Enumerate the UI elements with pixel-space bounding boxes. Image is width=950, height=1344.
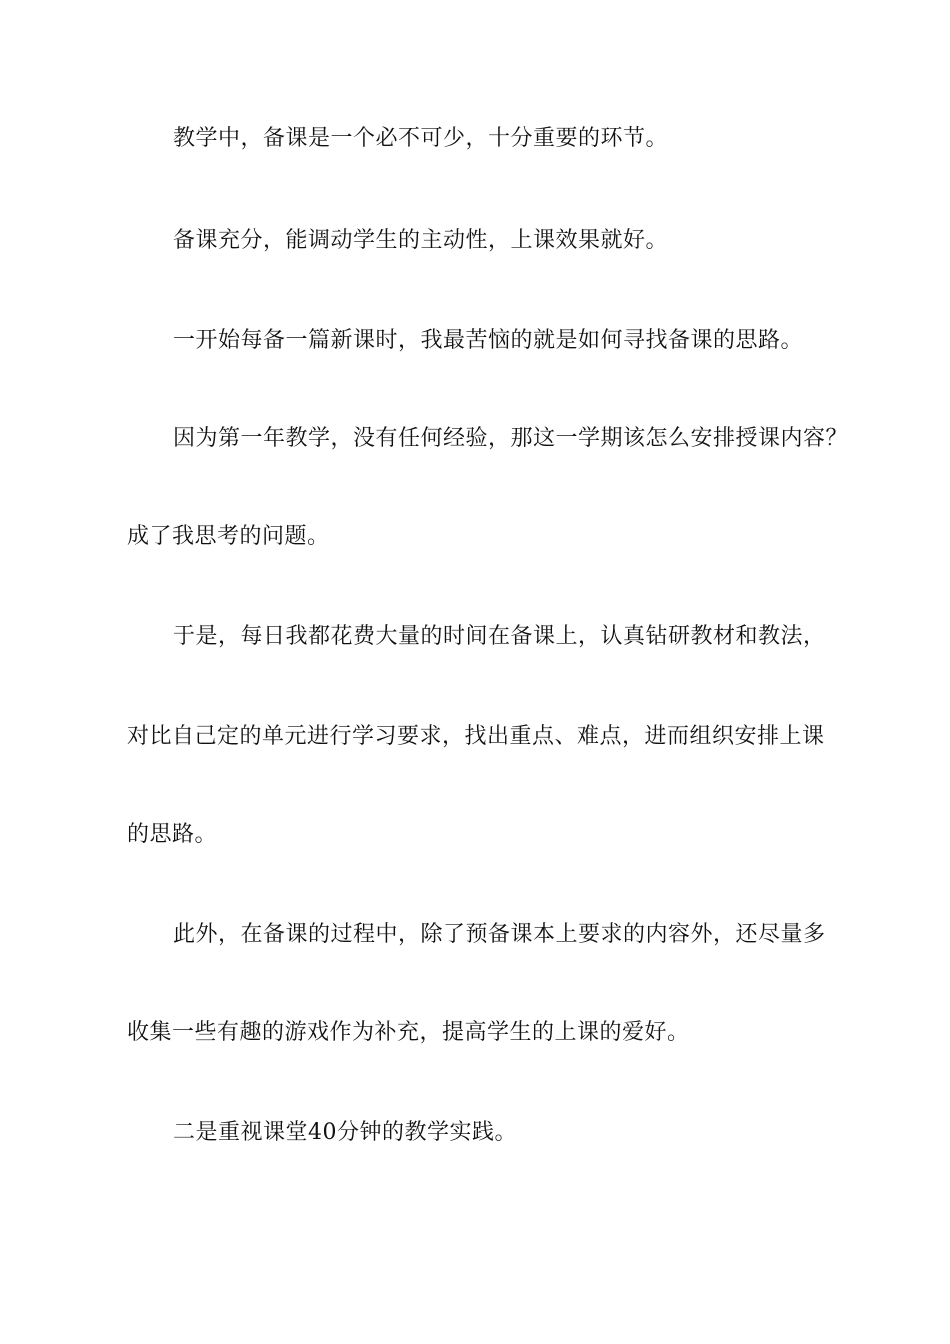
paragraph-line: 教学中，备课是一个必不可少，十分重要的环节。	[173, 126, 669, 151]
paragraph-line: 对比自己定的单元进行学习要求，找出重点、难点，进而组织安排上课	[127, 724, 825, 749]
paragraph-line: 成了我思考的问题。	[127, 524, 330, 549]
paragraph-line: 因为第一年教学，没有任何经验，那这一学期该怎么安排授课内容？	[173, 426, 849, 451]
paragraph-line: 一开始每备一篇新课时，我最苦恼的就是如何寻找备课的思路。	[173, 328, 804, 353]
paragraph-line: 收集一些有趣的游戏作为补充，提高学生的上课的爱好。	[127, 1020, 690, 1045]
paragraph-line: 此外，在备课的过程中，除了预备课本上要求的内容外，还尽量多	[173, 922, 826, 947]
paragraph-line: 的思路。	[127, 822, 218, 847]
paragraph-line: 于是，每日我都花费大量的时间在备课上，认真钻研教材和教法，	[173, 624, 826, 649]
paragraph-line: 备课充分，能调动学生的主动性，上课效果就好。	[173, 228, 669, 253]
paragraph-line: 二是重视课堂40分钟的教学实践。	[173, 1120, 517, 1145]
